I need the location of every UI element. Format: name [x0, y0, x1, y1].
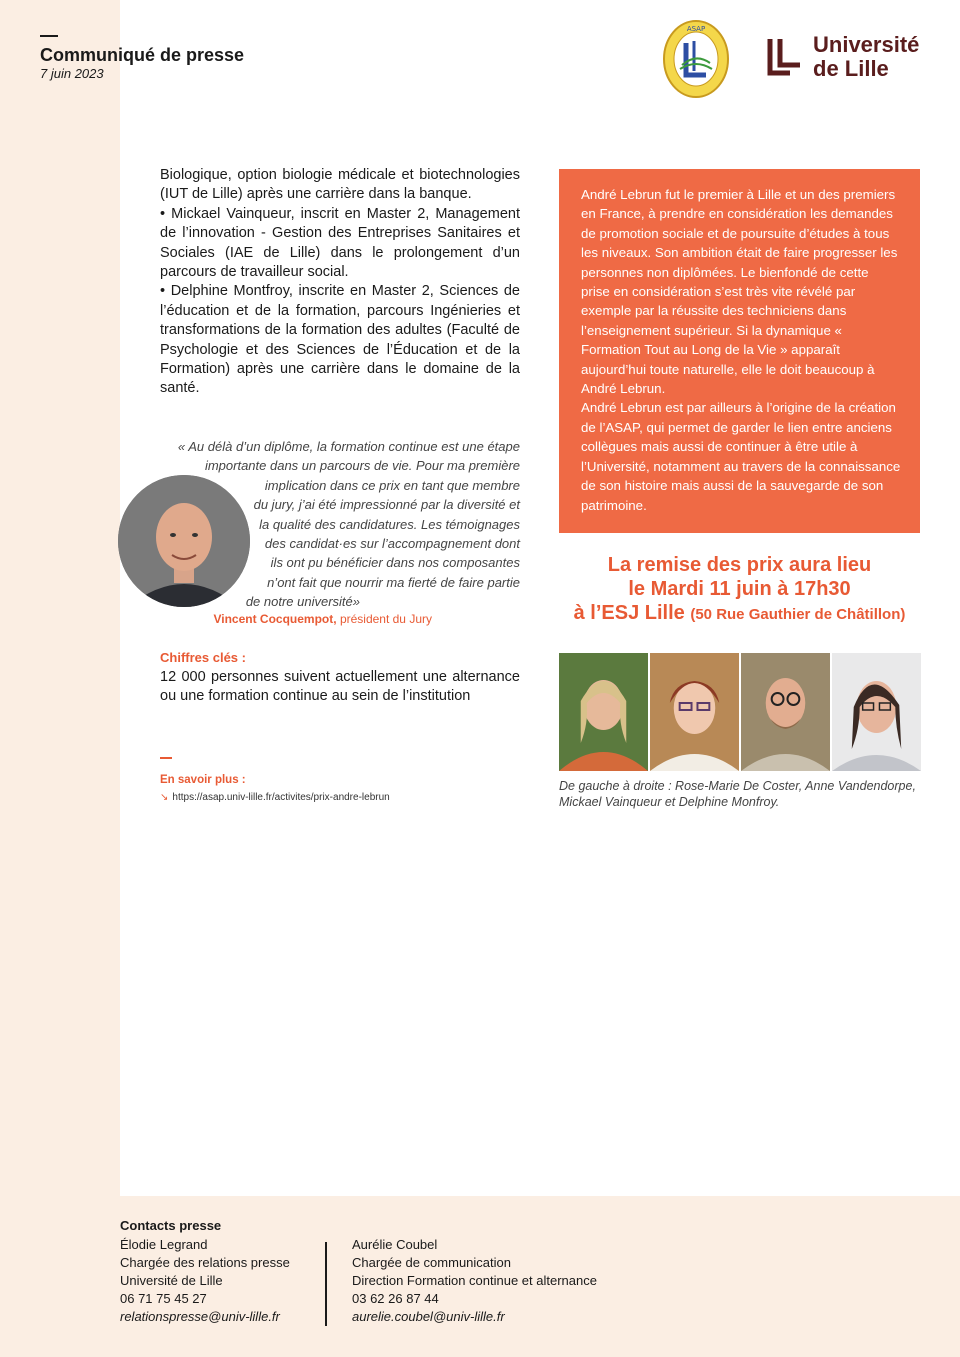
quote-line: du jury, j’ai été impressionné par la diversité et [253, 497, 520, 513]
page-title: Communiqué de presse [40, 45, 245, 65]
quote-line: de notre université» [245, 594, 360, 610]
contact-phone: 06 71 75 45 27 [120, 1291, 207, 1306]
box-paragraph: André Lebrun fut le premier à Lille et un des premiers en France, à prendre en considération les demandes de promotion sociale et de poursuite d’études à tous les niveaux. Son ambition était de faire progresser les personnes non diplômées. Le bienfondé de cette prise en considération s’est très vite révélé par exemple par la réussite des techniciens dans l’enseignement supérieur. Si la dynamique « Formation Tout au Long de la Vie » apparaît aujourd’hui toute naturelle, elle le doit beaucoup à André Lebrun. [581, 187, 898, 397]
key-figures-text: 12 000 personnes suivent actuellement une alternance ou une formation continue au sein de l’institution [160, 669, 520, 705]
contact-role: Chargée des relations presse [120, 1255, 290, 1270]
body-paragraph: • Mickael Vainqueur, inscrit en Master 2, Management de l’innovation - Gestion des Entreprises Sanitaires et Sociales (IAE de Lille) dans le prolongement d’un parcours de travailleur social. [160, 205, 520, 281]
contact-role: Chargée de communication [352, 1255, 511, 1270]
laureates-photos [559, 653, 921, 771]
page-date: 7 juin 2023 [40, 66, 104, 81]
press-contact [120, 1236, 290, 1326]
quote-author [160, 612, 432, 626]
asap-logo [662, 19, 730, 99]
more-info-url[interactable]: https://asap.univ-lille.fr/activites/prix-andre-lebrun [172, 792, 390, 803]
contacts-divider [325, 1242, 327, 1326]
event-line-1: La remise des prix aura lieu [607, 554, 872, 576]
section-dash [160, 757, 172, 759]
quote-line: n’ont fait que nourrir ma fierté de faire partie [267, 574, 520, 590]
event-address: (50 Rue Gauthier de Châtillon) [690, 606, 906, 623]
contact-name: Aurélie Coubel [352, 1237, 438, 1252]
quote-line: des candidat·es sur l’accompagnement dont [264, 536, 520, 552]
arrow-down-right-icon: ↘ [160, 792, 169, 803]
photos-caption: De gauche à droite : Rose-Marie De Coster, Anne Vandendorpe, Mickael Vainqueur et Delphine Monfroy. [559, 779, 916, 809]
quote-line: la qualité des candidatures. Les témoignages [259, 516, 520, 532]
contacts-title: Contacts presse [120, 1218, 222, 1233]
box-paragraph: André Lebrun est par ailleurs à l’origine de la création de l’ASAP, qui permet de garder le lien entre anciens collègues mais aussi de continuer à être utile à l’Université, notamment au travers de la connaissance de son histoire mais aussi de la sauvegarde de son patrimoine. [581, 400, 901, 513]
contact-phone: 03 62 26 87 44 [352, 1291, 439, 1306]
event-line-2: le Mardi 11 juin à 17h30 [628, 578, 851, 600]
quote-line: ils ont pu bénéficier dans nos composantes [270, 555, 520, 571]
event-line-3 [559, 601, 920, 627]
quote-line: importante dans un parcours de vie. Pour ma première [204, 458, 520, 474]
header-dash [40, 35, 58, 37]
contact-email[interactable]: relationspresse@univ-lille.fr [120, 1309, 280, 1324]
asap-logo-text: ASAP [686, 25, 706, 33]
jury-quote [160, 437, 520, 612]
key-figures-title: Chiffres clés : [160, 650, 246, 665]
event-venue: à l’ESJ Lille [573, 602, 685, 624]
contact-name: Élodie Legrand [120, 1237, 208, 1252]
quote-author-role: président du Jury [339, 612, 432, 626]
more-info-title: En savoir plus : [160, 774, 246, 786]
quote-line: « Au délà d’un diplôme, la formation continue est une étape [177, 439, 520, 454]
university-logo [766, 33, 926, 81]
quote-line: implication dans ce prix en tant que membre [264, 477, 520, 493]
more-info-link[interactable] [160, 792, 390, 803]
body-paragraphs [160, 166, 520, 399]
body-paragraph: Biologique, option biologie médicale et biotechnologies (IUT de Lille) après une carrière dans la banque. [160, 167, 520, 203]
contact-org: Université de Lille [120, 1273, 223, 1288]
quote-author-name: Vincent Cocquempot, [213, 612, 337, 626]
communication-contact [352, 1236, 597, 1326]
university-logo-mark [766, 37, 806, 77]
laureate-photo [559, 653, 648, 771]
andre-lebrun-text [581, 185, 901, 515]
laureate-photo [650, 653, 739, 771]
university-logo-text: Université de Lille [813, 32, 920, 81]
left-color-strip [0, 0, 120, 1357]
laureate-photo [832, 653, 921, 771]
contact-email[interactable]: aurelie.coubel@univ-lille.fr [352, 1309, 505, 1324]
andre-lebrun-box [559, 169, 920, 533]
contact-org: Direction Formation continue et alternance [352, 1273, 597, 1288]
laureate-photo [741, 653, 830, 771]
body-paragraph: • Delphine Montfroy, inscrite en Master 2, Sciences de l’éducation et de la formation, parcours Ingénieries et transformations de la formation des adultes (Faculté de Psychologie et des Sciences de l’Éducation et de la Formation) après une carrière dans le domaine de la santé. [160, 283, 520, 397]
event-announcement [559, 553, 920, 627]
